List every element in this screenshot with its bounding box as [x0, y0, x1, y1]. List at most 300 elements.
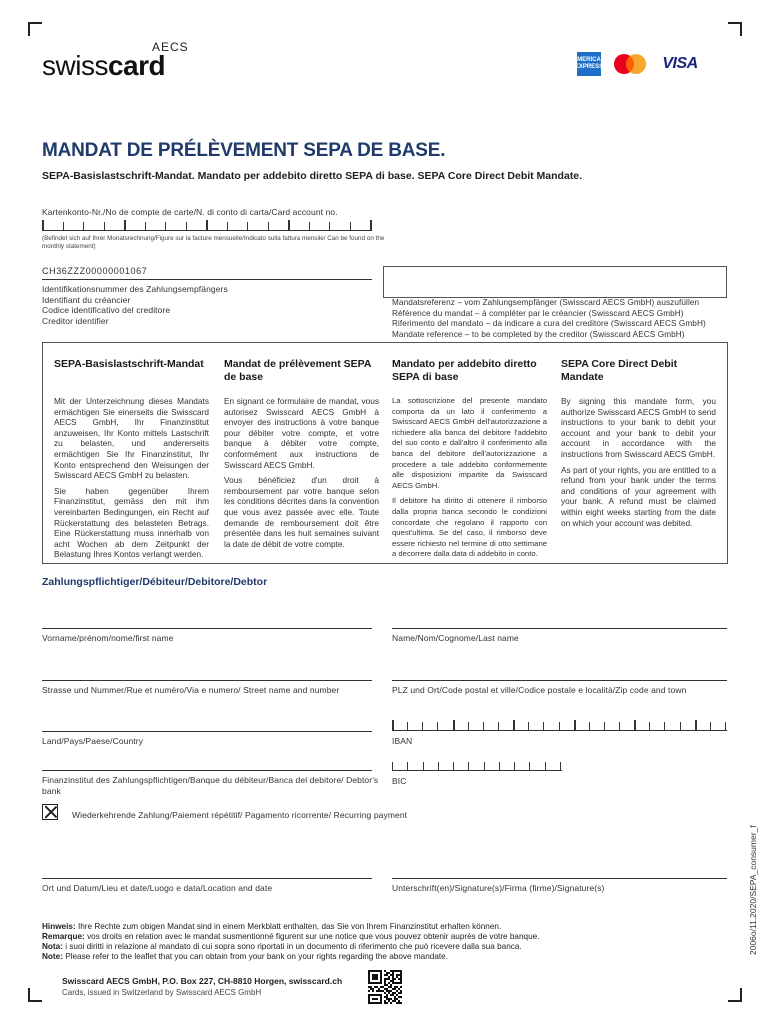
qr-module: [392, 974, 394, 976]
qr-module: [370, 970, 372, 972]
qr-module: [384, 988, 386, 990]
logo-word-thin: swiss: [42, 50, 108, 81]
qr-module: [368, 972, 370, 974]
column-paragraph-en-2: As part of your rights, you are entitled to a refund from your bank under the terms and conditions of your agreement with your bank. A refund must be claimed within eight weeks starting from the date on which your account was debited.: [561, 464, 716, 528]
qr-module: [392, 1000, 394, 1002]
qr-module: [394, 1000, 396, 1002]
mandate-ref-fr: Référence du mandat – à compléter par le créancier (Swisscard AECS GmbH): [392, 308, 684, 318]
lastname-field[interactable]: [392, 628, 727, 629]
field-tick: [407, 762, 408, 770]
mandate-ref-de: Mandatsreferenz – vom Zahlungsempfänger (Swisscard AECS GmbH) auszufüllen: [392, 298, 700, 307]
qr-module: [390, 980, 392, 982]
qr-module: [388, 998, 390, 1000]
qr-module: [388, 972, 390, 974]
qr-module: [396, 994, 398, 996]
qr-module: [370, 986, 372, 988]
amex-logo-icon: [572, 52, 606, 76]
qr-module: [368, 998, 370, 1000]
field-tick: [392, 762, 393, 770]
column-de: [54, 358, 209, 560]
visa-logo-icon: [658, 52, 702, 76]
field-tick: [288, 220, 290, 230]
field-tick: [468, 722, 469, 730]
qr-module: [384, 1000, 386, 1002]
qr-module: [392, 992, 394, 994]
account-number-hint: (Befindet sich auf Ihrer Monatsrechnung/Figure sur la facture mensuelle/Indicato sulla fattura mensile/ Can be found on the monthly statement): [42, 235, 385, 250]
qr-module: [384, 978, 386, 980]
creditor-label-it: Codice identificativo del creditore: [42, 305, 171, 315]
field-tick: [545, 762, 546, 770]
qr-module: [386, 990, 388, 992]
field-tick: [529, 762, 530, 770]
qr-module: [370, 1002, 372, 1004]
notes-block: [42, 922, 539, 962]
qr-module: [390, 990, 392, 992]
page-title: MANDAT DE PRÉLÈVEMENT SEPA DE BASE.: [42, 140, 446, 161]
qr-module: [378, 988, 380, 990]
field-tick: [206, 220, 208, 230]
qr-module: [398, 970, 400, 972]
field-tick: [42, 220, 44, 230]
field-tick: [604, 722, 605, 730]
crop-mark-bottom-left: [28, 988, 42, 1002]
field-tick: [392, 720, 394, 730]
qr-module: [378, 982, 380, 984]
qr-module: [380, 990, 382, 992]
bank-field[interactable]: [42, 770, 372, 771]
field-tick: [437, 722, 438, 730]
qr-module: [386, 984, 388, 986]
qr-module: [374, 978, 376, 980]
qr-module: [368, 1000, 370, 1002]
note-it: [42, 942, 539, 952]
qr-module: [390, 998, 392, 1000]
note-en-text: Please refer to the leaflet that you can obtain from your bank on your rights regarding the above mandate.: [65, 952, 448, 961]
qr-module: [380, 996, 382, 998]
qr-module: [372, 976, 374, 978]
qr-module: [376, 970, 378, 972]
qr-module: [384, 982, 386, 984]
qr-module: [390, 984, 392, 986]
recurring-payment-label: Wiederkehrende Zahlung/Paiement répétitif/ Pagamento ricorrente/ Recurring payment: [72, 810, 408, 820]
qr-module: [374, 982, 376, 984]
qr-module: [374, 994, 376, 996]
qr-module: [382, 990, 384, 992]
qr-module: [374, 986, 376, 988]
field-tick: [350, 222, 351, 230]
field-tick: [634, 720, 636, 730]
qr-module: [388, 976, 390, 978]
mandate-ref-en: Mandate reference – to be completed by the creditor (Swisscard AECS GmbH): [392, 329, 685, 339]
crop-mark-top-left: [28, 22, 42, 36]
field-tick: [63, 222, 64, 230]
mastercard-logo-icon: [610, 52, 650, 76]
field-tick: [680, 722, 681, 730]
field-tick: [498, 722, 499, 730]
field-tick: [83, 222, 84, 230]
qr-module: [386, 994, 388, 996]
field-tick: [165, 222, 166, 230]
qr-module: [384, 970, 386, 972]
amex-logo-text: AMERICAN EXPRESS: [572, 57, 606, 70]
field-tick: [422, 722, 423, 730]
qr-module: [384, 980, 386, 982]
qr-module: [372, 982, 374, 984]
qr-module: [388, 990, 390, 992]
field-tick: [104, 222, 105, 230]
qr-module: [378, 970, 380, 972]
qr-module: [396, 998, 398, 1000]
qr-module: [372, 998, 374, 1000]
mandate-reference-labels: [392, 298, 706, 340]
column-paragraph-fr-1: En signant ce formulaire de mandat, vous autorisez Swisscard AECS GmbH à envoyer des instructions à votre banque pour débiter votre compte, et votre banque à débiter votre compte, conformément aux instructions de Swisscard AECS GmbH.: [224, 396, 379, 470]
iban-label: IBAN: [392, 736, 413, 746]
street-label: Strasse und Nummer/Rue et numéro/Via e numero/ Street name and number: [42, 685, 340, 695]
qr-module: [368, 980, 370, 982]
qr-module: [372, 970, 374, 972]
column-paragraph-fr-2: Vous bénéficiez d'un droit à remboursement par votre banque selon les conditions décrites dans la convention que vous avez passée avec elle. Toute demande de remboursement doit être présentée dans les huit semaines suivant la date de débit de votre compte.: [224, 475, 379, 549]
logo-word-bold: card: [107, 50, 166, 81]
qr-module: [370, 988, 372, 990]
qr-module: [368, 990, 370, 992]
column-heading-en: SEPA Core Direct Debit Mandate: [561, 358, 678, 383]
qr-module: [372, 1002, 374, 1004]
qr-module: [376, 994, 378, 996]
qr-module: [388, 982, 390, 984]
creditor-id-line: [42, 279, 372, 280]
qr-module: [400, 974, 402, 976]
qr-module: [380, 970, 382, 972]
qr-module: [368, 978, 370, 980]
visa-logo-text: VISA: [662, 55, 698, 72]
signature-field[interactable]: [392, 878, 727, 879]
field-tick: [124, 220, 126, 230]
qr-module: [398, 1002, 400, 1004]
creditor-id-labels: [42, 284, 228, 326]
qr-module: [372, 978, 374, 980]
qr-module: [380, 986, 382, 988]
field-tick: [468, 762, 469, 770]
qr-module: [400, 972, 402, 974]
qr-module: [386, 996, 388, 998]
bank-label: Finanzinstitut des Zahlungspflichtigen/Banque du débiteur/Banca del debitore/ Debtor's bank: [42, 775, 379, 796]
qr-module: [384, 1002, 386, 1004]
firstname-label: Vorname/prénom/nome/first name: [42, 633, 174, 643]
qr-module: [380, 976, 382, 978]
qr-module: [378, 1002, 380, 1004]
qr-module: [400, 996, 402, 998]
zip-city-field[interactable]: [392, 680, 727, 681]
qr-module: [384, 974, 386, 976]
qr-module: [388, 1000, 390, 1002]
qr-module: [386, 1002, 388, 1004]
qr-module: [392, 978, 394, 980]
qr-module: [394, 978, 396, 980]
qr-module: [396, 982, 398, 984]
qr-module: [394, 970, 396, 972]
country-label: Land/Pays/Paese/Country: [42, 736, 144, 746]
country-field[interactable]: [42, 731, 372, 732]
qr-module: [388, 992, 390, 994]
qr-module: [376, 974, 378, 976]
place-date-field[interactable]: [42, 878, 372, 879]
mandate-ref-it: Riferimento del mandato – da indicare a cura del creditore (Swisscard AECS GmbH): [392, 319, 706, 328]
qr-module: [394, 986, 396, 988]
column-fr: [224, 358, 379, 549]
qr-module: [394, 992, 396, 994]
field-tick: [268, 222, 269, 230]
field-tick: [247, 222, 248, 230]
qr-module: [380, 998, 382, 1000]
note-de-label: Hinweis:: [42, 922, 76, 931]
qr-module: [380, 994, 382, 996]
column-it: [392, 358, 547, 560]
debtor-section-title: Zahlungspflichtiger/Débiteur/Debitore/Debtor: [42, 576, 268, 588]
qr-module: [382, 986, 384, 988]
qr-module: [398, 974, 400, 976]
qr-module: [372, 990, 374, 992]
qr-module: [368, 982, 370, 984]
qr-module: [400, 980, 402, 982]
field-tick: [543, 722, 544, 730]
note-it-label: Nota:: [42, 942, 63, 951]
qr-module: [378, 990, 380, 992]
field-tick: [438, 762, 439, 770]
qr-module: [370, 994, 372, 996]
qr-module: [380, 980, 382, 982]
note-de: [42, 922, 539, 932]
qr-module: [400, 982, 402, 984]
qr-module: [370, 982, 372, 984]
note-en-label: Note:: [42, 952, 63, 961]
qr-code-icon: [368, 970, 402, 1004]
field-tick: [589, 722, 590, 730]
qr-module: [388, 978, 390, 980]
iban-field[interactable]: [392, 722, 727, 731]
qr-module: [394, 988, 396, 990]
note-fr-label: Remarque:: [42, 932, 85, 941]
field-tick: [423, 762, 424, 770]
qr-module: [374, 998, 376, 1000]
qr-module: [380, 974, 382, 976]
crop-mark-bottom-right: [728, 988, 742, 1002]
qr-module: [392, 980, 394, 982]
column-heading-de: SEPA-Basislastschrift-Mandat: [54, 358, 204, 370]
qr-module: [400, 978, 402, 980]
field-tick: [370, 220, 372, 230]
qr-module: [368, 996, 370, 998]
mastercard-circles-icon: [610, 52, 650, 76]
column-heading-fr: Mandat de prélèvement SEPA de base: [224, 358, 372, 383]
document-code: 2006o/11.2020/SEPA_consumer_f: [748, 825, 758, 955]
qr-module: [390, 994, 392, 996]
creditor-id-value: CH36ZZZ00000001067: [42, 266, 148, 276]
qr-module: [392, 976, 394, 978]
qr-module: [380, 972, 382, 974]
field-tick: [513, 720, 515, 730]
qr-module: [376, 998, 378, 1000]
qr-module: [394, 998, 396, 1000]
field-tick: [528, 722, 529, 730]
column-en: [561, 358, 716, 528]
qr-module: [384, 996, 386, 998]
qr-module: [396, 1002, 398, 1004]
qr-module: [376, 982, 378, 984]
qr-module: [400, 992, 402, 994]
lastname-label: Name/Nom/Cognome/Last name: [392, 633, 519, 643]
swisscard-logo: [42, 50, 165, 82]
qr-module: [392, 970, 394, 972]
footer-issuer: Cards, issued in Switzerland by Swisscard AECS GmbH: [62, 988, 262, 997]
field-tick: [453, 720, 455, 730]
qr-module: [386, 972, 388, 974]
qr-module: [374, 970, 376, 972]
qr-module: [380, 982, 382, 984]
zip-city-label: PLZ und Ort/Code postal et ville/Codice postale e località/Zip code and town: [392, 685, 687, 695]
signature-label: Unterschrift(en)/Signature(s)/Firma (firme)/Signature(s): [392, 883, 605, 893]
creditor-label-de: Identifikationsnummer des Zahlungsempfängers: [42, 284, 228, 294]
qr-module: [398, 978, 400, 980]
qr-module: [400, 976, 402, 978]
qr-module: [386, 988, 388, 990]
note-fr: [42, 932, 539, 942]
qr-module: [394, 982, 396, 984]
field-tick: [483, 722, 484, 730]
qr-module: [380, 1002, 382, 1004]
field-tick: [559, 722, 560, 730]
qr-module: [398, 1000, 400, 1002]
qr-module: [390, 986, 392, 988]
qr-module: [398, 992, 400, 994]
qr-module: [394, 996, 396, 998]
field-tick: [695, 720, 697, 730]
qr-module: [390, 1002, 392, 1004]
field-tick: [407, 722, 408, 730]
field-tick: [227, 222, 228, 230]
note-de-text: Ihre Rechte zum obigen Mandat sind in einem Merkblatt enthalten, das Sie von Ihrem Finanzinstitut erhalten können.: [77, 922, 502, 931]
qr-module: [368, 994, 370, 996]
qr-module: [372, 988, 374, 990]
qr-module: [388, 986, 390, 988]
qr-module: [368, 976, 370, 978]
qr-module: [368, 1002, 370, 1004]
qr-module: [398, 988, 400, 990]
qr-module: [376, 986, 378, 988]
footer: [62, 976, 384, 1004]
note-en: [42, 952, 539, 962]
field-tick: [499, 762, 500, 770]
qr-module: [392, 982, 394, 984]
logo-aecs: AECS: [152, 40, 189, 54]
column-paragraph-it-1: La sottoscrizione del presente mandato comporta da un lato il conferimento a Swisscard AECS GmbH dell'autorizzazione a richiedere alla banca del debitore l'addebito del suo conto e dall'altro il conferimento alla banca del debitore dell'autorizzazione a procedere a tale addebito conformemente alle disposizioni impartite da Swisscard AECS GmbH.: [392, 396, 547, 490]
page-subtitle: SEPA-Basislastschrift-Mandat. Mandato per addebito diretto SEPA di base. SEPA Core Direct Debit Mandate.: [42, 170, 583, 182]
bic-label: BIC: [392, 776, 407, 786]
qr-module: [386, 978, 388, 980]
field-tick: [484, 762, 485, 770]
qr-module: [374, 974, 376, 976]
account-number-field[interactable]: [42, 222, 372, 231]
mandate-reference-field[interactable]: [383, 266, 727, 298]
bic-field[interactable]: [392, 762, 562, 771]
field-tick: [560, 762, 561, 770]
account-number-label: Kartenkonto-Nr./No de compte de carte/N. di conto di carta/Card account no.: [42, 207, 338, 217]
column-paragraph-de-2: Sie haben gegenüber Ihrem Finanzinstitut, gemäss den mit ihm vereinbarten Bedingungen, ein Recht auf Rückerstattung des belasteten Betrags. Eine Rückerstattung muss innerhalb von acht Wochen ab dem Zeitpunkt der Belastung Ihres Kontos verlangt werden.: [54, 485, 209, 560]
field-tick: [725, 722, 726, 730]
qr-module: [390, 970, 392, 972]
qr-module: [372, 994, 374, 996]
firstname-field[interactable]: [42, 628, 372, 629]
qr-module: [372, 974, 374, 976]
street-field[interactable]: [42, 680, 372, 681]
qr-module: [398, 982, 400, 984]
creditor-label-en: Creditor identifier: [42, 315, 109, 326]
qr-module: [396, 970, 398, 972]
qr-module: [400, 990, 402, 992]
column-paragraph-en-1: By signing this mandate form, you authorize Swisscard AECS GmbH to send instructions to your bank to debit your account and your bank to debit your account in accordance with the instructions from Swisscard AECS GmbH.: [561, 396, 716, 459]
crop-mark-top-right: [728, 22, 742, 36]
field-tick: [664, 722, 665, 730]
field-tick: [453, 762, 454, 770]
qr-module: [396, 986, 398, 988]
note-it-text: i suoi diritti in relazione al mandato di cui sopra sono riportati in un documento di riferimento che può ricevere dalla sua banca.: [65, 942, 522, 951]
qr-module: [376, 990, 378, 992]
note-fr-text: vos droits en relation avec le mandat susmentionné figurent sur une notice que vous pouvez obtenir auprès de votre banque.: [87, 932, 540, 941]
field-tick: [710, 722, 711, 730]
qr-module: [368, 986, 370, 988]
recurring-payment-checkbox[interactable]: [42, 804, 58, 820]
qr-module: [396, 974, 398, 976]
field-tick: [145, 222, 146, 230]
column-heading-it: Mandato per addebito diretto SEPA di base: [392, 358, 537, 383]
field-tick: [514, 762, 515, 770]
column-paragraph-de-1: Mit der Unterzeichnung dieses Mandats ermächtigen Sie einerseits die Swisscard AECS GmbH, Ihr Finanzinstitut anzuweisen, Ihr Konto mittels Lastschrift zu belasten, und andererseits ermächtigen Sie Ihr Finanzinstitut, Ihr Konto entsprechend den Weisungen der Swisscard AECS GmbH zu belasten.: [54, 396, 209, 481]
field-tick: [574, 720, 576, 730]
field-tick: [619, 722, 620, 730]
field-tick: [186, 222, 187, 230]
field-tick: [309, 222, 310, 230]
qr-module: [376, 976, 378, 978]
qr-module: [400, 970, 402, 972]
field-tick: [649, 722, 650, 730]
column-paragraph-it-2: Il debitore ha diritto di ottenere il rimborso dalla propria banca secondo le condizioni concordate che regolano il rapporto con quest'ultima. Se del caso, il rimborso deve essere richiesto nel termine di otto settimane a decorrere dalla data di addebito in conto.: [392, 496, 547, 559]
qr-module: [386, 998, 388, 1000]
qr-module: [396, 976, 398, 978]
qr-module: [392, 972, 394, 974]
qr-module: [374, 1002, 376, 1004]
footer-address: Swisscard AECS GmbH, P.O. Box 227, CH-8810 Horgen, swisscard.ch: [62, 976, 343, 986]
qr-module: [396, 990, 398, 992]
qr-module: [392, 994, 394, 996]
qr-module: [368, 974, 370, 976]
field-tick: [329, 222, 330, 230]
qr-module: [384, 984, 386, 986]
qr-module: [378, 994, 380, 996]
qr-module: [380, 978, 382, 980]
qr-module: [398, 996, 400, 998]
place-date-label: Ort und Datum/Lieu et date/Luogo e data/Location and date: [42, 883, 273, 893]
qr-module: [386, 974, 388, 976]
qr-module: [376, 978, 378, 980]
qr-module: [384, 992, 386, 994]
qr-module: [400, 986, 402, 988]
creditor-label-fr: Identifiant du créancier: [42, 294, 131, 305]
qr-module: [376, 1002, 378, 1004]
qr-module: [374, 976, 376, 978]
qr-module: [400, 1002, 402, 1004]
qr-module: [390, 974, 392, 976]
qr-module: [392, 988, 394, 990]
qr-module: [380, 1000, 382, 1002]
